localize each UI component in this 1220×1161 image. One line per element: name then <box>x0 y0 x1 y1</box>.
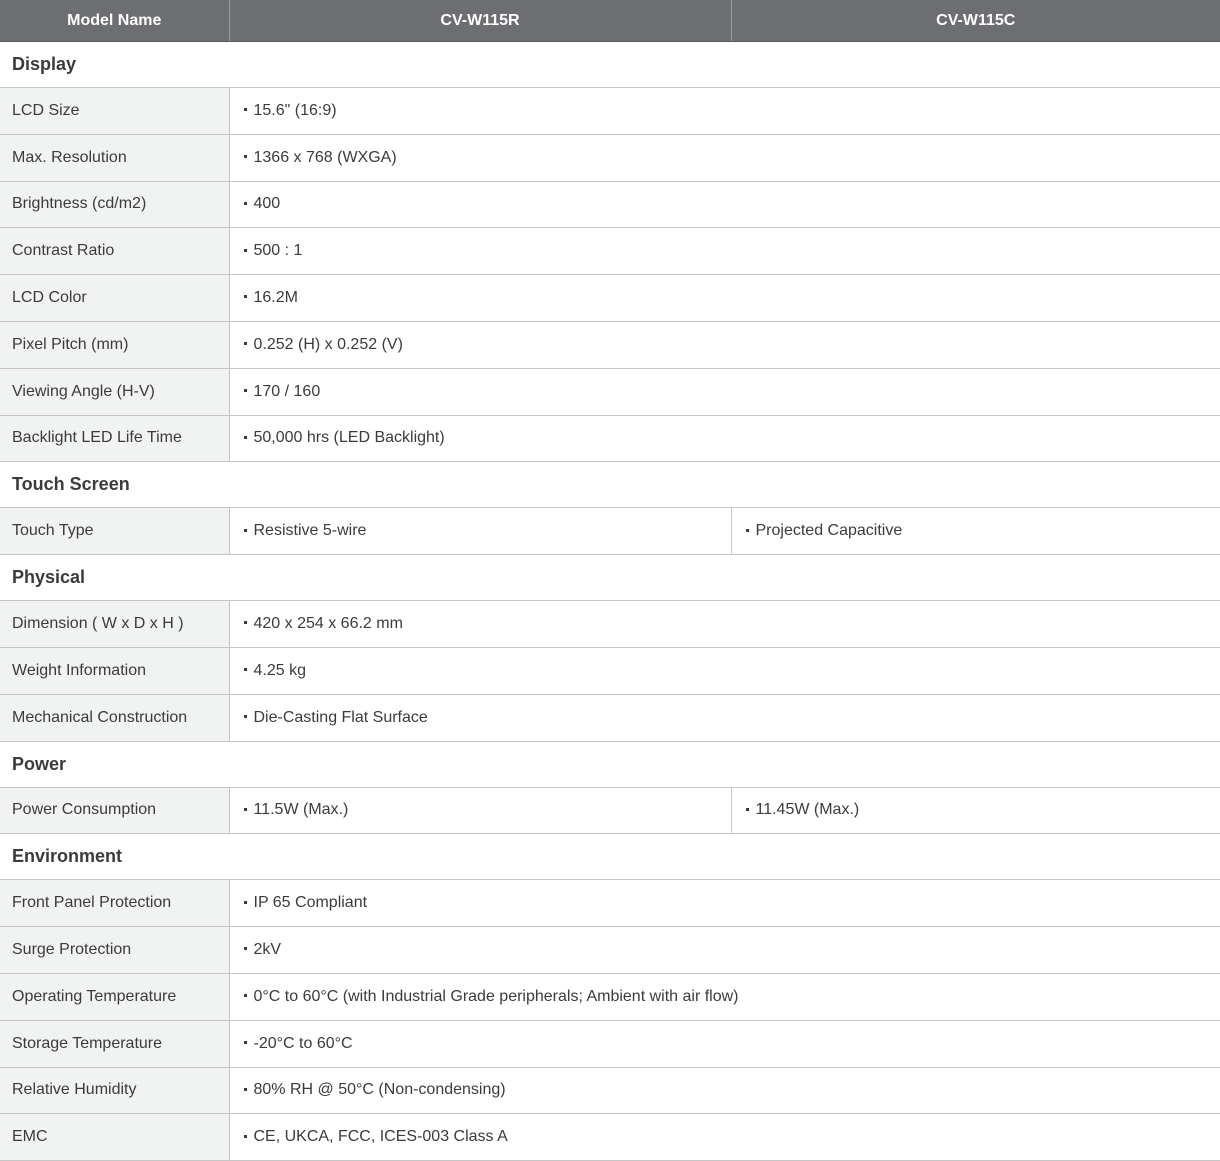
bullet-icon <box>244 249 247 252</box>
spec-body <box>0 42 1220 1161</box>
spec-value: 400 <box>253 195 281 213</box>
spec-value: 4.25 kg <box>253 661 306 679</box>
spec-row <box>0 88 1220 135</box>
spec-value: 50,000 hrs (LED Backlight) <box>253 429 445 447</box>
spec-row <box>0 228 1220 275</box>
bullet-icon <box>244 436 247 439</box>
spec-value-cell <box>229 88 1220 135</box>
spec-value-cell <box>229 508 731 555</box>
spec-label: LCD Size <box>0 88 229 135</box>
spec-label: Weight Information <box>0 647 229 694</box>
bullet-icon <box>244 1041 247 1044</box>
spec-value-cell <box>229 134 1220 181</box>
spec-row <box>0 694 1220 741</box>
spec-value: 11.5W (Max.) <box>253 801 349 819</box>
spec-value: CE, UKCA, FCC, ICES-003 Class A <box>253 1128 508 1146</box>
spec-value: 0°C to 60°C (with Industrial Grade peripherals; Ambient with air flow) <box>253 987 739 1005</box>
spec-value: 420 x 254 x 66.2 mm <box>253 615 403 633</box>
spec-label: EMC <box>0 1114 229 1161</box>
spec-row <box>0 1114 1220 1161</box>
header-row <box>0 0 1220 42</box>
section-row <box>0 741 1220 787</box>
bullet-icon <box>746 808 749 811</box>
spec-value-cell <box>229 415 1220 462</box>
bullet-icon <box>244 668 247 671</box>
spec-value-cell <box>229 321 1220 368</box>
spec-value-cell <box>229 368 1220 415</box>
spec-value-cell <box>229 181 1220 228</box>
spec-value-cell <box>229 601 1220 648</box>
spec-value-cell <box>731 787 1220 834</box>
spec-value: 15.6" (16:9) <box>253 101 337 119</box>
spec-label: Relative Humidity <box>0 1067 229 1114</box>
spec-value-cell <box>229 1020 1220 1067</box>
section-title: Touch Screen <box>0 462 1220 508</box>
bullet-icon <box>244 529 247 532</box>
model-name-header: Model Name <box>0 0 229 42</box>
spec-label: Surge Protection <box>0 927 229 974</box>
bullet-icon <box>244 715 247 718</box>
spec-value-cell <box>229 1114 1220 1161</box>
spec-row <box>0 134 1220 181</box>
spec-value-cell <box>229 973 1220 1020</box>
bullet-icon <box>244 1088 247 1091</box>
spec-value: Die-Casting Flat Surface <box>253 708 428 726</box>
bullet-icon <box>244 1135 247 1138</box>
spec-value-cell <box>229 694 1220 741</box>
spec-label: Brightness (cd/m2) <box>0 181 229 228</box>
spec-value: -20°C to 60°C <box>253 1034 353 1052</box>
spec-label: LCD Color <box>0 275 229 322</box>
spec-label: Viewing Angle (H-V) <box>0 368 229 415</box>
spec-value-cell <box>229 880 1220 927</box>
spec-value: 2kV <box>253 941 282 959</box>
spec-value: Projected Capacitive <box>755 522 903 540</box>
bullet-icon <box>244 295 247 298</box>
spec-value-cell <box>731 508 1220 555</box>
spec-value-cell <box>229 1067 1220 1114</box>
bullet-icon <box>244 947 247 950</box>
bullet-icon <box>244 389 247 392</box>
spec-label: Touch Type <box>0 508 229 555</box>
section-title: Power <box>0 741 1220 787</box>
spec-value-cell <box>229 927 1220 974</box>
spec-value: IP 65 Compliant <box>253 894 368 912</box>
spec-row <box>0 368 1220 415</box>
section-title: Display <box>0 42 1220 88</box>
spec-value: 11.45W (Max.) <box>755 801 860 819</box>
spec-row <box>0 321 1220 368</box>
spec-row <box>0 508 1220 555</box>
spec-label: Dimension ( W x D x H ) <box>0 601 229 648</box>
section-title: Physical <box>0 555 1220 601</box>
bullet-icon <box>746 529 749 532</box>
spec-row <box>0 181 1220 228</box>
spec-row <box>0 1067 1220 1114</box>
section-row <box>0 555 1220 601</box>
spec-value: Resistive 5-wire <box>253 522 367 540</box>
spec-value-cell <box>229 647 1220 694</box>
spec-row <box>0 927 1220 974</box>
section-title: Environment <box>0 834 1220 880</box>
section-row <box>0 42 1220 88</box>
spec-row <box>0 880 1220 927</box>
model-header-c: CV-W115C <box>731 0 1220 42</box>
spec-value: 16.2M <box>253 289 298 307</box>
section-row <box>0 834 1220 880</box>
model-header-r: CV-W115R <box>229 0 731 42</box>
spec-value: 80% RH @ 50°C (Non-condensing) <box>253 1081 506 1099</box>
bullet-icon <box>244 202 247 205</box>
bullet-icon <box>244 901 247 904</box>
spec-value: 0.252 (H) x 0.252 (V) <box>253 335 403 353</box>
bullet-icon <box>244 342 247 345</box>
spec-value-cell <box>229 275 1220 322</box>
spec-value: 170 / 160 <box>253 382 321 400</box>
spec-row <box>0 601 1220 648</box>
spec-label: Contrast Ratio <box>0 228 229 275</box>
spec-row <box>0 647 1220 694</box>
spec-label: Max. Resolution <box>0 134 229 181</box>
bullet-icon <box>244 155 247 158</box>
spec-value: 500 : 1 <box>253 242 303 260</box>
spec-row <box>0 973 1220 1020</box>
spec-label: Mechanical Construction <box>0 694 229 741</box>
spec-row <box>0 1020 1220 1067</box>
spec-label: Front Panel Protection <box>0 880 229 927</box>
spec-label: Operating Temperature <box>0 973 229 1020</box>
spec-value-cell <box>229 787 731 834</box>
spec-row <box>0 415 1220 462</box>
bullet-icon <box>244 808 247 811</box>
spec-value: 1366 x 768 (WXGA) <box>253 148 397 166</box>
section-row <box>0 462 1220 508</box>
spec-label: Storage Temperature <box>0 1020 229 1067</box>
bullet-icon <box>244 108 247 111</box>
spec-label: Power Consumption <box>0 787 229 834</box>
spec-row <box>0 275 1220 322</box>
bullet-icon <box>244 994 247 997</box>
spec-row <box>0 787 1220 834</box>
spec-value-cell <box>229 228 1220 275</box>
spec-label: Backlight LED Life Time <box>0 415 229 462</box>
bullet-icon <box>244 621 247 624</box>
spec-label: Pixel Pitch (mm) <box>0 321 229 368</box>
